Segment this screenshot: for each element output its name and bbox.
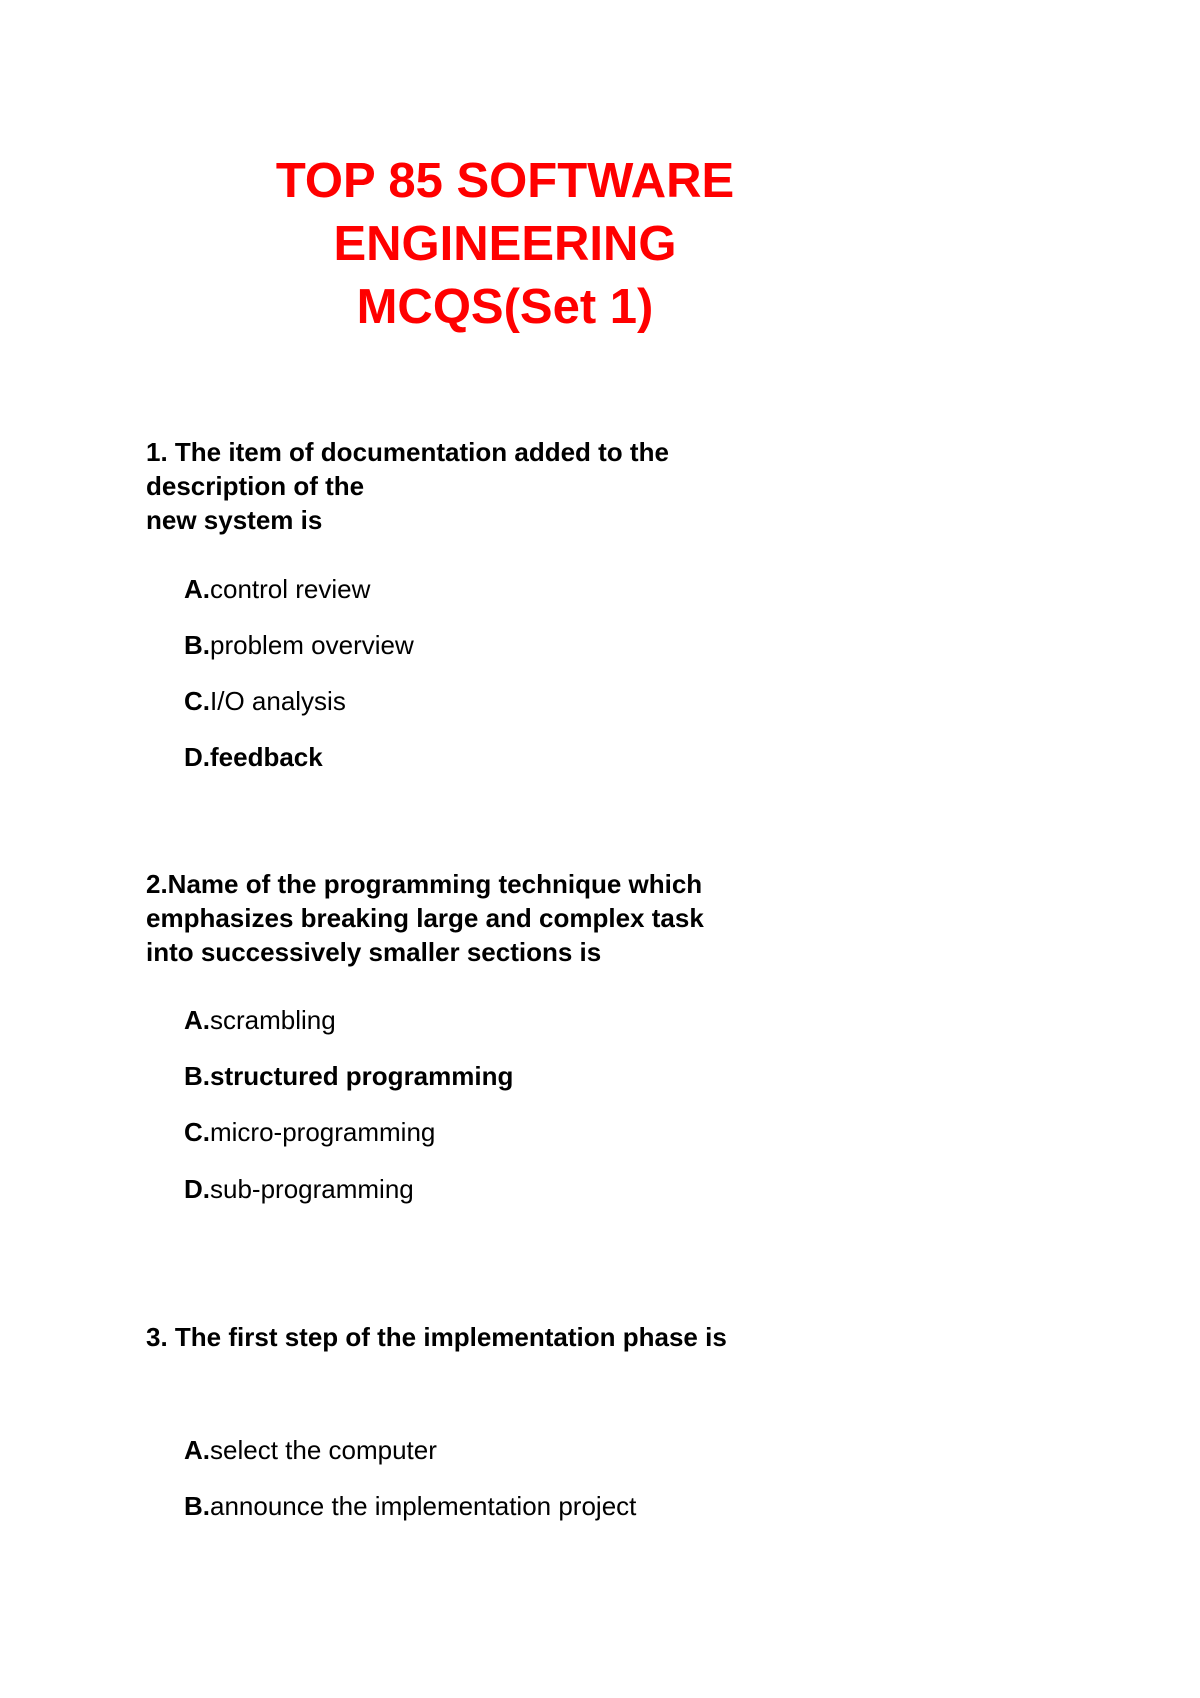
question-2-option-d bbox=[184, 1174, 414, 1204]
document-title bbox=[0, 150, 1010, 339]
option-letter: D. bbox=[184, 742, 210, 772]
question-3-option-b bbox=[184, 1491, 636, 1521]
question-line: description of the bbox=[146, 471, 365, 501]
title-line: MCQS(Set 1) bbox=[356, 280, 654, 334]
option-letter: A. bbox=[184, 574, 210, 604]
question-line: into successively smaller sections is bbox=[146, 937, 602, 967]
option-text: sub-programming bbox=[210, 1174, 414, 1204]
question-1-option-d bbox=[184, 742, 323, 772]
question-2-option-c bbox=[184, 1117, 435, 1147]
question-2-text bbox=[146, 867, 704, 969]
option-letter: C. bbox=[184, 686, 210, 716]
question-1-text bbox=[146, 435, 669, 537]
option-letter: B. bbox=[184, 1491, 210, 1521]
question-line: 1. The item of documentation added to the bbox=[146, 437, 669, 467]
option-letter: D. bbox=[184, 1174, 210, 1204]
question-3-option-a bbox=[184, 1435, 437, 1465]
question-3-text bbox=[146, 1320, 727, 1354]
option-letter: C. bbox=[184, 1117, 210, 1147]
option-text: I/O analysis bbox=[210, 686, 346, 716]
question-2-option-a bbox=[184, 1005, 336, 1035]
question-line: 3. The first step of the implementation phase is bbox=[146, 1322, 727, 1352]
option-letter: B. bbox=[184, 630, 210, 660]
option-text: feedback bbox=[210, 742, 323, 772]
title-line: TOP 85 SOFTWARE bbox=[275, 154, 735, 208]
option-letter: A. bbox=[184, 1005, 210, 1035]
option-text: structured programming bbox=[210, 1061, 514, 1091]
option-text: micro-programming bbox=[210, 1117, 436, 1147]
option-letter: B. bbox=[184, 1061, 210, 1091]
question-2-option-b bbox=[184, 1061, 513, 1091]
option-letter: A. bbox=[184, 1435, 210, 1465]
option-text: announce the implementation project bbox=[210, 1491, 637, 1521]
question-line: 2.Name of the programming technique which bbox=[146, 869, 703, 899]
option-text: control review bbox=[210, 574, 371, 604]
option-text: problem overview bbox=[210, 630, 414, 660]
question-1-option-c bbox=[184, 686, 346, 716]
title-line: ENGINEERING bbox=[333, 217, 677, 271]
option-text: scrambling bbox=[210, 1005, 336, 1035]
option-text: select the computer bbox=[210, 1435, 437, 1465]
question-line: new system is bbox=[146, 505, 323, 535]
question-line: emphasizes breaking large and complex task bbox=[146, 903, 704, 933]
question-1-option-b bbox=[184, 630, 414, 660]
question-1-option-a bbox=[184, 574, 370, 604]
